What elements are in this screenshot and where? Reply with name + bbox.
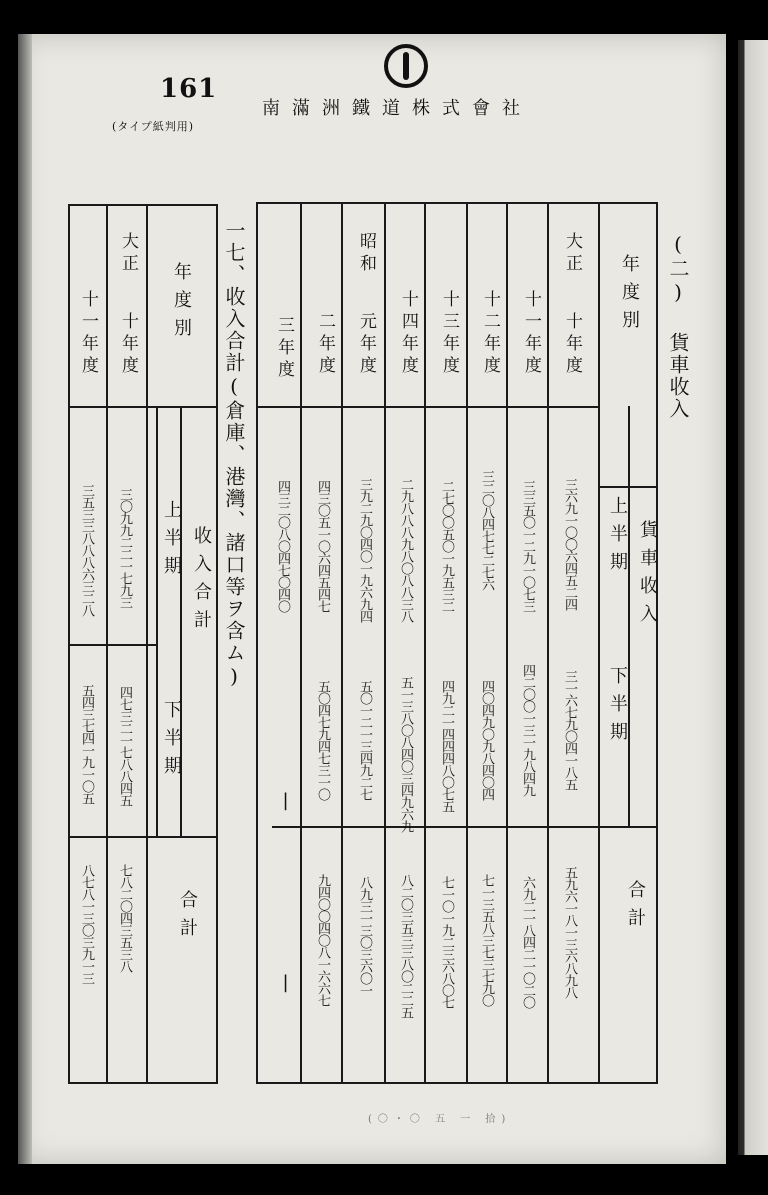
table2-cell-second: 五〇一二一三四九二七 bbox=[357, 680, 372, 800]
table2-cell-first: 三九二九〇四〇一九六九四 bbox=[357, 478, 372, 622]
table2-row-rule bbox=[272, 826, 598, 828]
table17-header-total: 合計 bbox=[177, 890, 198, 946]
table17-cell-first: 三〇九九二二一七九三 bbox=[117, 488, 132, 608]
table17-row-rule bbox=[68, 644, 158, 646]
table2-cell-second: 四〇四九〇九八四〇四 bbox=[479, 680, 494, 800]
table17-era-label: 大正 bbox=[118, 232, 138, 276]
table2-year-label: 三年度 bbox=[274, 316, 294, 382]
table2-col bbox=[384, 202, 386, 1082]
table2-col bbox=[506, 202, 508, 1082]
table17-cell-first: 三五三三八八八六三二八 bbox=[79, 484, 94, 616]
table17-header-rule bbox=[68, 406, 218, 408]
table2-cell-first: 四三〇五一〇六四五四七 bbox=[315, 480, 330, 612]
table2-col bbox=[424, 202, 426, 1082]
table2-cell-second: 四九二一四四四八〇七五 bbox=[439, 680, 454, 812]
table2-cell-total: 七一三五八三七三七九〇 bbox=[479, 874, 494, 1006]
table17-col bbox=[146, 204, 148, 1084]
table17-cell-second: 四七三二一七八八四五 bbox=[117, 686, 132, 806]
table2-cell-total: 八二〇三五三三八〇二二五 bbox=[398, 874, 413, 1018]
table2-era-label: 大正 bbox=[562, 232, 582, 276]
table17-year-label: 十一年度 bbox=[78, 290, 98, 378]
table17-top-rule bbox=[68, 204, 218, 206]
company-seal-icon bbox=[384, 44, 428, 88]
table17-col bbox=[106, 204, 108, 1084]
table2-right-border bbox=[656, 202, 658, 1084]
table2-year-label: 十二年度 bbox=[480, 290, 500, 378]
table2-col bbox=[547, 202, 549, 1082]
table2-cell-first: 三二〇八四七七二七六 bbox=[479, 470, 494, 590]
table2-top-rule bbox=[256, 202, 656, 204]
table17-cell-second: 五四三七四一九一〇五 bbox=[79, 684, 94, 804]
table17-header-second: 下半期 bbox=[161, 700, 182, 784]
table2-year-label: 二年度 bbox=[315, 312, 335, 378]
next-page-edge bbox=[738, 40, 768, 1155]
table17-left-border bbox=[68, 204, 70, 1084]
table2-cell-total: | bbox=[275, 972, 296, 992]
table2-col bbox=[300, 202, 302, 1082]
table2-total-rule bbox=[598, 826, 656, 828]
table2-year-label: 十年度 bbox=[562, 312, 582, 378]
table17-year-label: 十年度 bbox=[118, 312, 138, 378]
series-label: (タイプ紙判用) bbox=[112, 120, 195, 133]
table2-col bbox=[466, 202, 468, 1082]
footer-note: (〇・〇 五 一 拾) bbox=[368, 1114, 512, 1125]
table2-year-label: 十四年度 bbox=[398, 290, 418, 378]
table2-era-label: 昭和 bbox=[356, 232, 376, 276]
page-number: 161 bbox=[160, 74, 218, 104]
table2-group-rule bbox=[598, 486, 656, 488]
table2-header-first: 上半期 bbox=[607, 496, 628, 580]
table2-bottom-rule bbox=[256, 1082, 656, 1084]
table2-cell-total: 八九三一三〇三六〇一 bbox=[357, 876, 372, 996]
table2-cell-second: 五一三八〇八四〇三四九六九 bbox=[398, 676, 413, 832]
company-name: 南滿洲鐵道株式會社 bbox=[262, 98, 532, 119]
binding-edge bbox=[18, 34, 32, 1164]
section17-title: 一七、收入合計(倉庫、港灣、諸口等ヲ含ム) bbox=[222, 220, 246, 690]
table2-cell-first: 三三五〇一二九一〇七三 bbox=[520, 480, 535, 612]
table2-cell-first: 二九八八八九八〇八八三八 bbox=[398, 478, 413, 622]
table2-header-second: 下半期 bbox=[607, 666, 628, 750]
table2-cell-total: 六九二一八四二一〇二〇 bbox=[520, 876, 535, 1008]
table2-cell-second: 三一六七九〇四一八五 bbox=[562, 670, 577, 790]
section2-title: (二) 貨車收入 bbox=[666, 232, 690, 420]
table2-cell-second: 五〇四七九四七三一〇 bbox=[315, 680, 330, 800]
table2-cell-first: 三六九一〇〇六四五二四 bbox=[562, 478, 577, 610]
table2-header-total: 合計 bbox=[625, 880, 646, 936]
table2-year-label: 十一年度 bbox=[521, 290, 541, 378]
table17-header-year: 年度別 bbox=[171, 262, 192, 346]
table2-year-label: 元年度 bbox=[356, 312, 376, 378]
table17-header-group: 收入合計 bbox=[191, 526, 212, 638]
table2-header-year: 年度別 bbox=[619, 254, 640, 338]
table17-header-first: 上半期 bbox=[161, 500, 182, 584]
table17-bottom-rule bbox=[68, 1082, 218, 1084]
table2-group-divider bbox=[628, 406, 630, 826]
table2-col bbox=[341, 202, 343, 1082]
table2-cell-second: | bbox=[275, 790, 296, 810]
table2-left-border bbox=[256, 202, 258, 1084]
table2-cell-total: 七一〇一九二三六八〇七 bbox=[439, 876, 454, 1008]
table17-row-rule bbox=[68, 836, 218, 838]
table2-cell-second: 四二〇〇一三一九八四九 bbox=[520, 664, 535, 796]
table2-cell-first: 二七〇〇五〇一九五三二 bbox=[439, 480, 454, 612]
table2-cell-first: 四三二〇八〇四七〇四〇 bbox=[275, 480, 290, 612]
table2-cell-total: 五九六一八一三六八九八 bbox=[562, 866, 577, 998]
table2-cell-total: 九四〇〇四〇八一六六七 bbox=[315, 874, 330, 1006]
table2-divider bbox=[598, 202, 600, 1084]
table2-header-group: 貨車收入 bbox=[637, 520, 658, 632]
table17-cell-total: 八七八一三〇三九一三 bbox=[79, 864, 94, 984]
table17-cell-total: 七八二〇四三五三八 bbox=[117, 864, 132, 972]
table17-right-border bbox=[216, 204, 218, 1084]
table2-year-label: 十三年度 bbox=[439, 290, 459, 378]
